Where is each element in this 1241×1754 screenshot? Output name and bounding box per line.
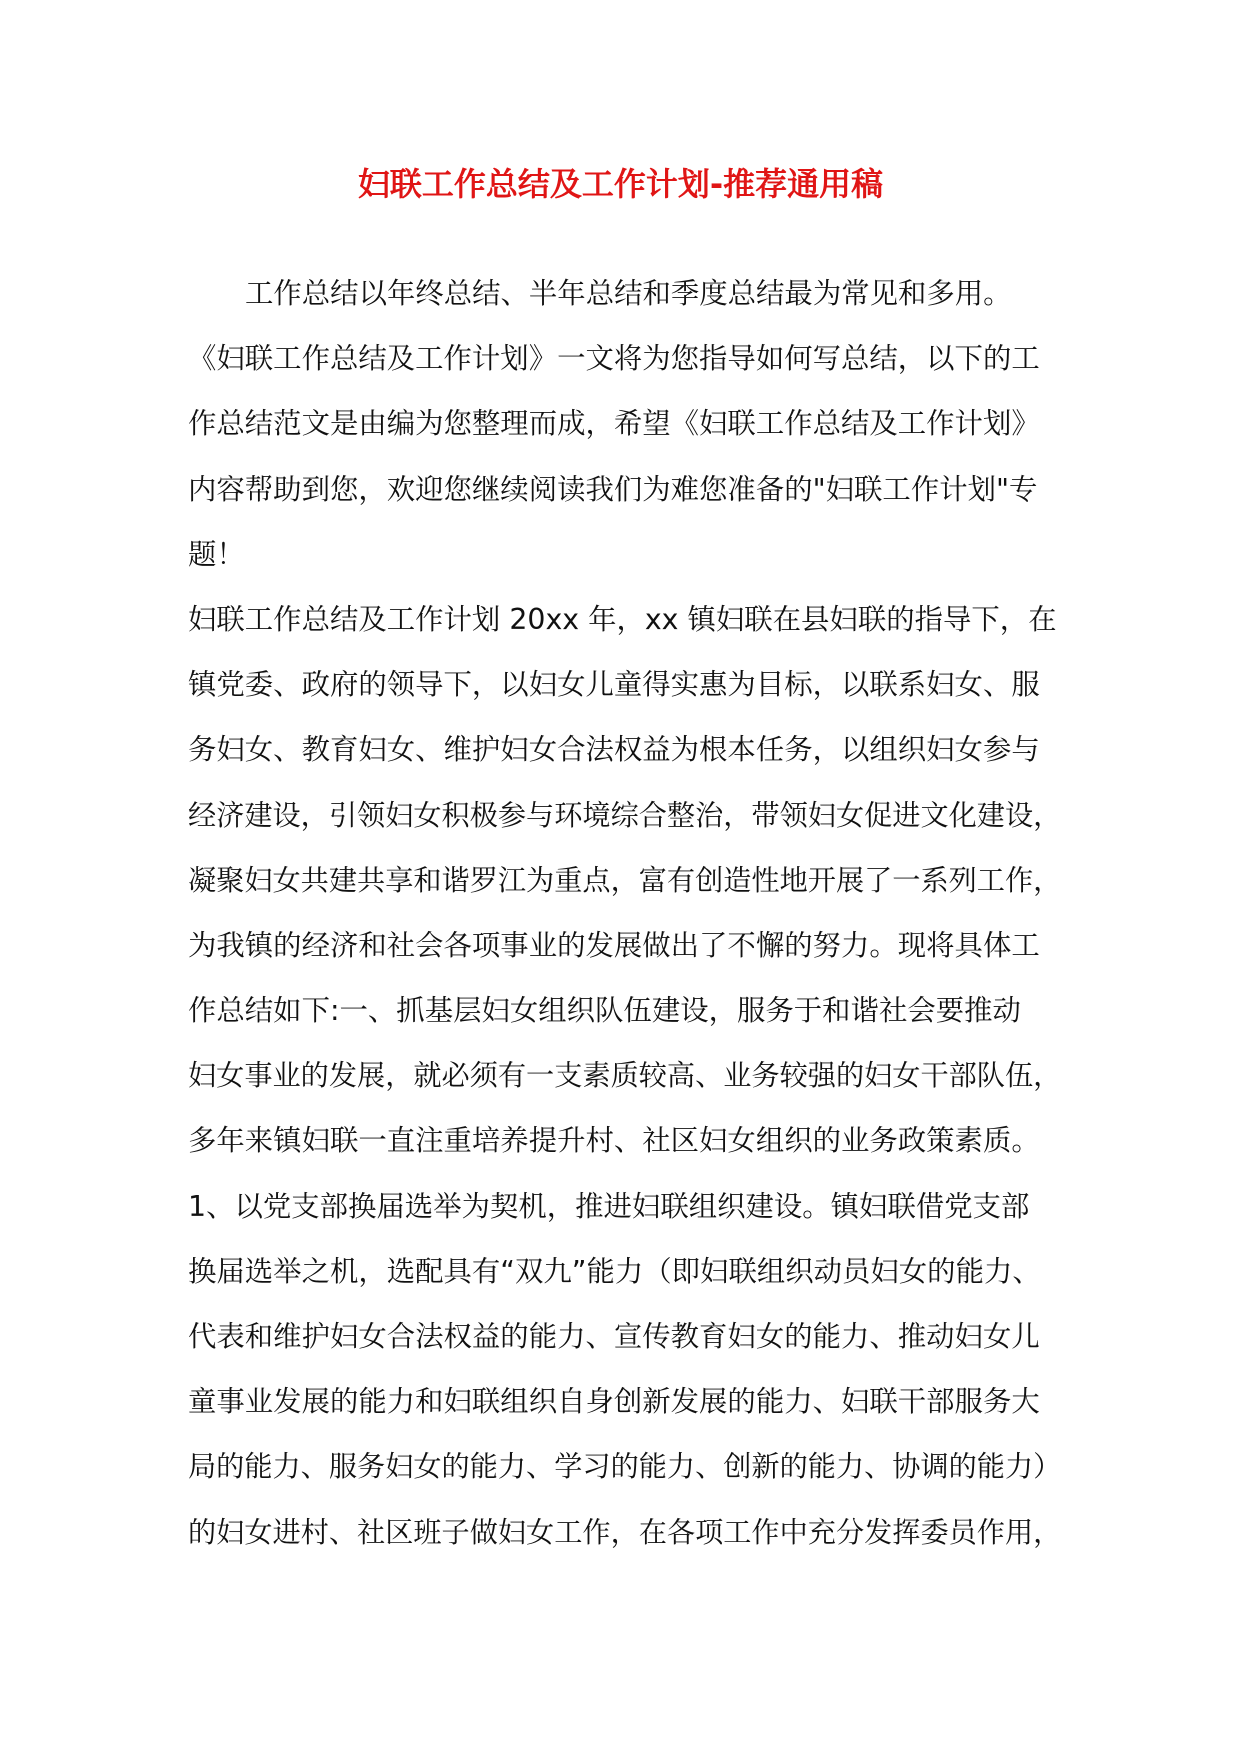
body-line: 凝聚妇女共建共享和谐罗江为重点，富有创造性地开展了一系列工作， [188,863,1062,897]
body-line: 题！ [188,537,245,571]
body-line: 妇联工作总结及工作计划 20xx 年，xx 镇妇联在县妇联的指导下，在 [188,602,1057,636]
body-line: 局的能力、服务妇女的能力、学习的能力、创新的能力、协调的能力） [188,1450,1062,1484]
body-line: 经济建设，引领妇女积极参与环境综合整治，带领妇女促进文化建设， [188,798,1062,832]
body-line: 镇党委、政府的领导下，以妇女儿童得实惠为目标，以联系妇女、服 [188,668,1040,702]
body-line: 童事业发展的能力和妇联组织自身创新发展的能力、妇联干部服务大 [188,1385,1040,1419]
body-line: 工作总结以年终总结、半年总结和季度总结最为常见和多用。 [245,277,1012,310]
body-line: 的妇女进村、社区班子做妇女工作，在各项工作中充分发挥委员作用， [188,1515,1062,1549]
body-line: 作总结范文是由编为您整理而成，希望《妇联工作总结及工作计划》 [188,407,1040,441]
document-body [188,261,1066,1565]
body-line: 务妇女、教育妇女、维护妇女合法权益为根本任务，以组织妇女参与 [188,733,1040,767]
body-line: 为我镇的经济和社会各项事业的发展做出了不懈的努力。现将具体工 [188,928,1040,962]
document-title: 妇联工作总结及工作计划-推荐通用稿 [357,165,884,203]
body-line: 代表和维护妇女合法权益的能力、宣传教育妇女的能力、推动妇女儿 [188,1320,1040,1353]
body-line: 《妇联工作总结及工作计划》一文将为您指导如何写总结，以下的工 [188,342,1040,376]
body-line: 作总结如下:一、抓基层妇女组织队伍建设，服务于和谐社会要推动 [188,994,1021,1028]
body-line: 多年来镇妇联一直注重培养提升村、社区妇女组织的业务政策素质。 [188,1124,1040,1158]
body-line: 换届选举之机，选配具有“双九”能力（即妇联组织动员妇女的能力、 [188,1254,1041,1288]
body-line: 1、以党支部换届选举为契机，推进妇联组织建设。镇妇联借党支部 [188,1189,1030,1223]
body-line: 内容帮助到您，欢迎您继续阅读我们为难您准备的"妇联工作计划"专 [188,472,1038,506]
body-line: 妇女事业的发展，就必须有一支素质较高、业务较强的妇女干部队伍， [188,1059,1062,1093]
